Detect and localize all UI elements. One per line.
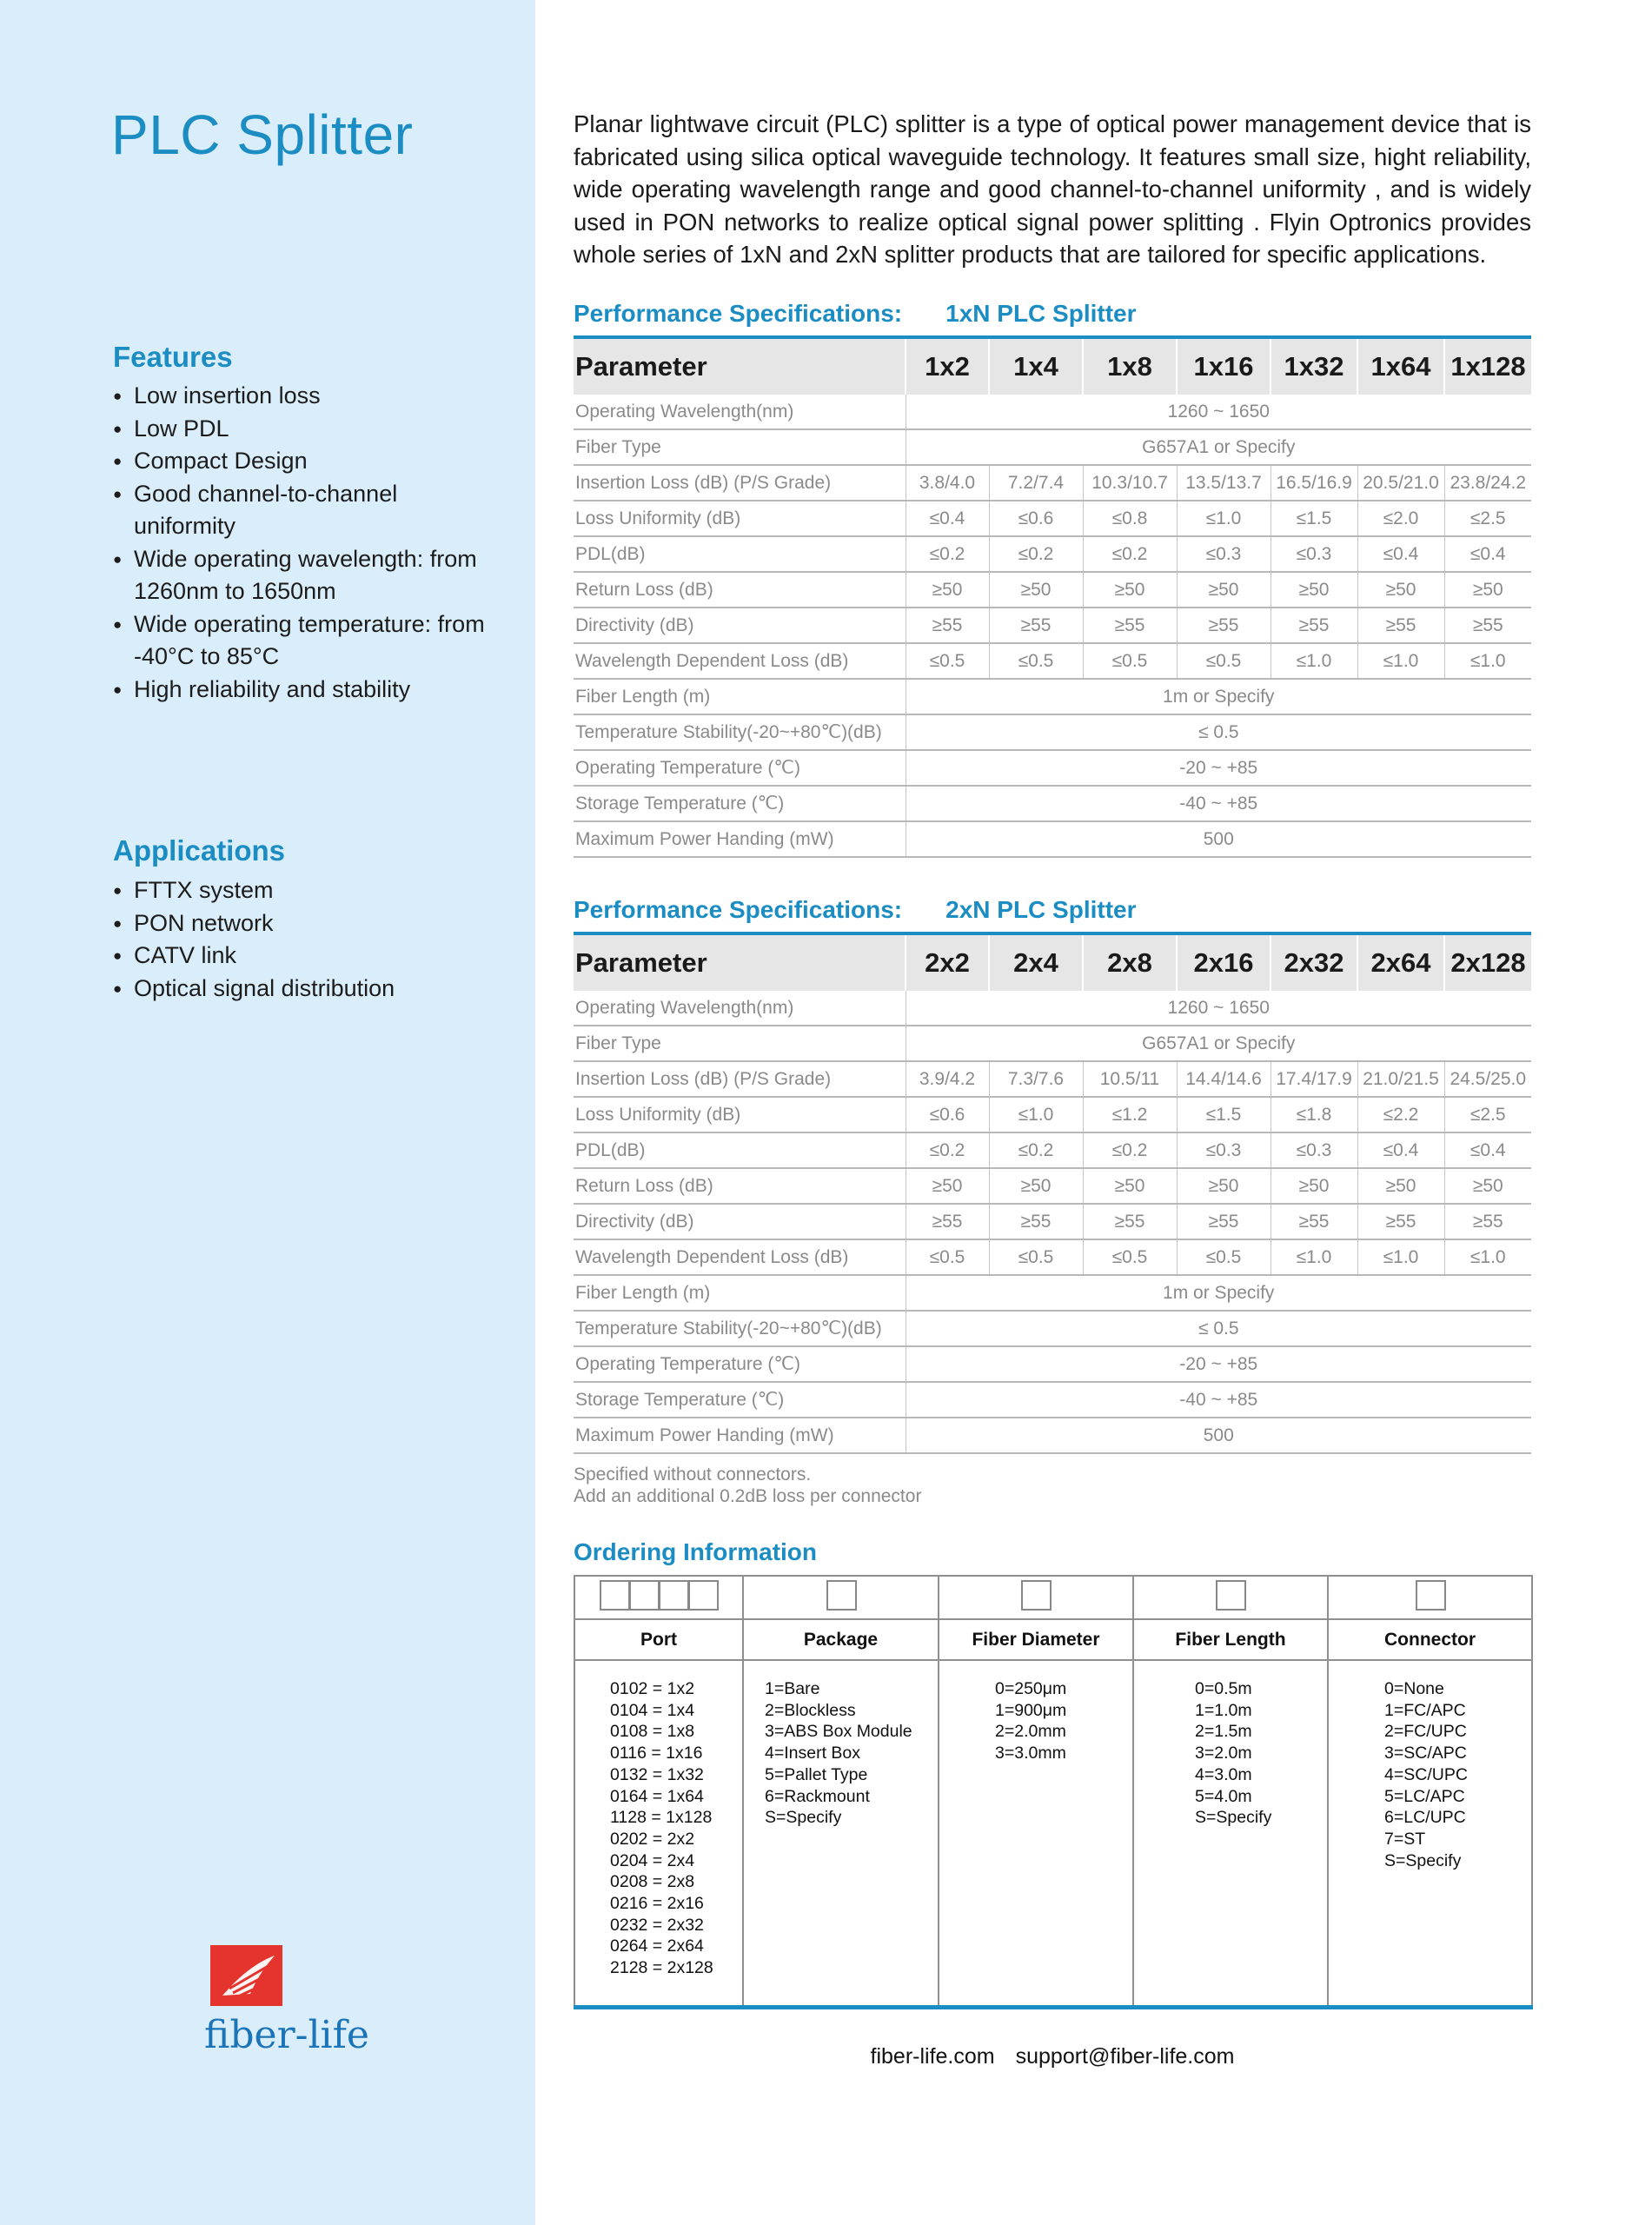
- table-cell: ≤1.0: [1444, 1239, 1531, 1275]
- spanning-value: -20 ~ +85: [906, 750, 1531, 786]
- table-cell: ≥50: [906, 572, 989, 608]
- table-row: [574, 608, 1531, 643]
- table-cell: ≥55: [1444, 608, 1531, 643]
- table-row: [574, 991, 1531, 1026]
- table-cell: ≤1.0: [1177, 501, 1271, 536]
- option-item: 2=FC/UPC: [1384, 1722, 1467, 1742]
- column-header: 1x2: [906, 337, 989, 395]
- option-item: 2128 = 2x128: [610, 1958, 713, 1978]
- table-cell: ≤1.5: [1177, 1097, 1271, 1132]
- spec2-heading: [574, 896, 1137, 924]
- parameter-header: Parameter: [574, 933, 906, 991]
- table-cell: 24.5/25.0: [1444, 1061, 1531, 1097]
- table-row: [574, 1275, 1531, 1311]
- table-cell: ≥50: [1271, 1168, 1357, 1204]
- ordering-table: [574, 1575, 1533, 2009]
- table-cell: ≥55: [906, 608, 989, 643]
- table-cell: ≤1.2: [1083, 1097, 1177, 1132]
- table-cell: 20.5/21.0: [1357, 465, 1444, 501]
- table-cell: 23.8/24.2: [1444, 465, 1531, 501]
- code-box: [659, 1580, 689, 1611]
- option-item: 0204 = 2x4: [610, 1850, 695, 1870]
- brand-logo: [148, 1945, 426, 2082]
- column-header: 2x16: [1177, 933, 1271, 991]
- table-cell: ≥50: [1083, 572, 1177, 608]
- intro-paragraph: Planar lightwave circuit (PLC) splitter is a type of optical power management device that is fabricated using silica optical waveguide technology. It features small size, hight reliability, wide operating wavelength range and good channel-to-channel uniformity , and is widely used in PON networks to realize optical signal power splitting . Flyin Optronics provides whole series of 1xN and 2xN splitter products that are tailored for specific applications.: [574, 110, 1531, 268]
- applications-item: ● Optical signal distribution: [113, 973, 495, 1006]
- table-header-row: [574, 337, 1531, 395]
- table-cell: ≤0.2: [906, 1132, 989, 1168]
- table-cell: ≥50: [1357, 1168, 1444, 1204]
- table-row: [574, 1097, 1531, 1132]
- parameter-name: Fiber Length (m): [574, 679, 906, 714]
- parameter-name: Fiber Type: [574, 1026, 906, 1061]
- features-item: ● High reliability and stability: [113, 674, 495, 707]
- table-cell: ≤0.4: [1444, 536, 1531, 572]
- table-cell: 10.5/11: [1083, 1061, 1177, 1097]
- option-item: 7=ST: [1384, 1829, 1426, 1849]
- applications-item: ● PON network: [113, 907, 495, 940]
- footer: [574, 2044, 1531, 2069]
- table-cell: 10.3/10.7: [1083, 465, 1177, 501]
- ordering-column-header: Fiber Length: [1133, 1619, 1328, 1660]
- parameter-name: Return Loss (dB): [574, 1168, 906, 1204]
- table-cell: 3.9/4.2: [906, 1061, 989, 1097]
- table-row: [574, 1346, 1531, 1382]
- options-list: [1134, 1678, 1327, 1829]
- table-cell: ≤2.5: [1444, 501, 1531, 536]
- table-cell: ≤0.3: [1177, 536, 1271, 572]
- option-item: 2=1.5m: [1195, 1722, 1252, 1742]
- table-row: [574, 1026, 1531, 1061]
- table-cell: ≤1.0: [1271, 1239, 1357, 1275]
- table-cell: ≥55: [1083, 608, 1177, 643]
- code-box-row: [574, 1576, 1532, 1619]
- table-cell: ≤2.5: [1444, 1097, 1531, 1132]
- code-box: [1021, 1580, 1052, 1611]
- table-cell: ≥55: [1177, 608, 1271, 643]
- table-cell: ≥50: [989, 572, 1083, 608]
- parameter-name: Temperature Stability(-20~+80℃)(dB): [574, 1311, 906, 1346]
- table-cell: ≤0.2: [989, 1132, 1083, 1168]
- table-cell: ≥50: [1177, 572, 1271, 608]
- spanning-value: G657A1 or Specify: [906, 1026, 1531, 1061]
- table-cell: ≤0.2: [906, 536, 989, 572]
- table-cell: ≥55: [989, 608, 1083, 643]
- table-row: [574, 1132, 1531, 1168]
- code-box: [688, 1580, 719, 1611]
- table-cell: ≤0.8: [1083, 501, 1177, 536]
- parameter-name: Maximum Power Handing (mW): [574, 821, 906, 857]
- spanning-value: 1260 ~ 1650: [906, 991, 1531, 1026]
- table-cell: ≤0.5: [906, 1239, 989, 1275]
- table-row: [574, 1311, 1531, 1346]
- table-cell: ≤1.0: [989, 1097, 1083, 1132]
- table-cell: ≥50: [1083, 1168, 1177, 1204]
- table-cell: ≥55: [1177, 1204, 1271, 1239]
- option-item: 1=FC/APC: [1384, 1700, 1466, 1720]
- option-item: 0164 = 1x64: [610, 1786, 704, 1806]
- parameter-name: Loss Uniformity (dB): [574, 1097, 906, 1132]
- code-box-cell: [743, 1576, 939, 1619]
- parameter-header: Parameter: [574, 337, 906, 395]
- table-cell: ≤0.3: [1271, 1132, 1357, 1168]
- table-cell: 7.3/7.6: [989, 1061, 1083, 1097]
- features-item: ● Low PDL: [113, 413, 495, 446]
- code-box: [600, 1580, 630, 1611]
- ordering-column-header: Connector: [1328, 1619, 1532, 1660]
- parameter-name: Insertion Loss (dB) (P/S Grade): [574, 465, 906, 501]
- spec-table-1xn: [574, 335, 1531, 858]
- code-box: [629, 1580, 660, 1611]
- features-item: ● Compact Design: [113, 445, 495, 478]
- option-item: 0102 = 1x2: [610, 1679, 695, 1698]
- spanning-value: ≤ 0.5: [906, 1311, 1531, 1346]
- table-cell: ≥50: [1357, 572, 1444, 608]
- spanning-value: ≤ 0.5: [906, 714, 1531, 750]
- ordering-options: [939, 1660, 1133, 2008]
- option-item: 0=None: [1384, 1679, 1444, 1698]
- table-cell: ≤1.0: [1271, 643, 1357, 679]
- table-cell: 17.4/17.9: [1271, 1061, 1357, 1097]
- option-item: 0208 = 2x8: [610, 1872, 695, 1892]
- spec2-heading-label: Performance Specifications:: [574, 896, 903, 923]
- table-cell: ≤0.4: [906, 501, 989, 536]
- code-box: [1416, 1580, 1446, 1611]
- table-cell: ≤0.5: [1177, 1239, 1271, 1275]
- table-row: [574, 536, 1531, 572]
- table-cell: ≤0.6: [906, 1097, 989, 1132]
- parameter-name: Operating Temperature (℃): [574, 750, 906, 786]
- spanning-value: -20 ~ +85: [906, 1346, 1531, 1382]
- table-cell: ≥55: [1271, 608, 1357, 643]
- spec1-subheading: 1xN PLC Splitter: [945, 300, 1137, 327]
- sidebar: [0, 0, 535, 2225]
- table-cell: ≤0.6: [989, 501, 1083, 536]
- option-item: 3=SC/APC: [1384, 1743, 1467, 1763]
- table-cell: ≥55: [1444, 1204, 1531, 1239]
- column-header: 2x64: [1357, 933, 1444, 991]
- option-item: S=Specify: [765, 1808, 842, 1828]
- option-item: 0232 = 2x32: [610, 1915, 704, 1935]
- parameter-name: Return Loss (dB): [574, 572, 906, 608]
- features-item: ● Wide operating wavelength: from 1260nm to 1650nm: [113, 543, 495, 608]
- table-cell: ≤0.4: [1357, 536, 1444, 572]
- table-cell: 13.5/13.7: [1177, 465, 1271, 501]
- applications-item: ● FTTX system: [113, 874, 495, 907]
- table-cell: ≤0.4: [1444, 1132, 1531, 1168]
- parameter-name: Insertion Loss (dB) (P/S Grade): [574, 1061, 906, 1097]
- parameter-name: Storage Temperature (℃): [574, 786, 906, 821]
- table-cell: ≥55: [1357, 608, 1444, 643]
- ordering-heading: Ordering Information: [574, 1538, 817, 1565]
- option-item: 5=4.0m: [1195, 1786, 1252, 1806]
- table-row: [574, 714, 1531, 750]
- parameter-name: Wavelength Dependent Loss (dB): [574, 1239, 906, 1275]
- option-item: 5=LC/APC: [1384, 1786, 1465, 1806]
- parameter-name: Fiber Type: [574, 429, 906, 465]
- table-row: [574, 786, 1531, 821]
- option-item: 0264 = 2x64: [610, 1936, 704, 1956]
- table-cell: 16.5/16.9: [1271, 465, 1357, 501]
- parameter-name: Operating Temperature (℃): [574, 1346, 906, 1382]
- spec1-heading-label: Performance Specifications:: [574, 300, 903, 327]
- spanning-value: -40 ~ +85: [906, 1382, 1531, 1418]
- features-item: ● Low insertion loss: [113, 380, 495, 413]
- parameter-name: PDL(dB): [574, 1132, 906, 1168]
- table-cell: ≥55: [1357, 1204, 1444, 1239]
- option-item: 6=LC/UPC: [1384, 1808, 1466, 1828]
- table-row: [574, 1204, 1531, 1239]
- code-box-cell: [1133, 1576, 1328, 1619]
- option-item: 3=ABS Box Module: [765, 1722, 912, 1742]
- table-row: [574, 1382, 1531, 1418]
- table-cell: ≤0.3: [1177, 1132, 1271, 1168]
- table-row: [574, 1239, 1531, 1275]
- table-cell: 21.0/21.5: [1357, 1061, 1444, 1097]
- option-item: 4=Insert Box: [765, 1743, 861, 1763]
- option-item: 0=250μm: [995, 1679, 1067, 1698]
- table-cell: 3.8/4.0: [906, 465, 989, 501]
- table-cell: ≤2.0: [1357, 501, 1444, 536]
- table-cell: ≤0.5: [989, 1239, 1083, 1275]
- table-cell: ≥50: [1177, 1168, 1271, 1204]
- options-list: [575, 1678, 742, 1979]
- table-cell: ≤0.3: [1271, 536, 1357, 572]
- ordering-options: [1328, 1660, 1532, 2008]
- column-header: 1x64: [1357, 337, 1444, 395]
- footer-website: fiber-life.com: [870, 2044, 995, 2069]
- table-cell: ≤0.5: [1083, 1239, 1177, 1275]
- table-cell: ≤0.5: [906, 643, 989, 679]
- spanning-value: G657A1 or Specify: [906, 429, 1531, 465]
- parameter-name: Temperature Stability(-20~+80℃)(dB): [574, 714, 906, 750]
- table-row: [574, 643, 1531, 679]
- code-box-cell: [939, 1576, 1133, 1619]
- column-header: 1x128: [1444, 337, 1531, 395]
- table-cell: ≥50: [989, 1168, 1083, 1204]
- options-list: [744, 1678, 938, 1829]
- spec-table-2xn: [574, 932, 1531, 1454]
- table-header-row: [574, 933, 1531, 991]
- spanning-value: 1260 ~ 1650: [906, 395, 1531, 429]
- option-item: 3=2.0m: [1195, 1743, 1252, 1763]
- column-header: 1x4: [989, 337, 1083, 395]
- table-row: [574, 572, 1531, 608]
- column-header: 2x32: [1271, 933, 1357, 991]
- table-cell: 14.4/14.6: [1177, 1061, 1271, 1097]
- spanning-value: 500: [906, 1418, 1531, 1453]
- table-cell: ≤1.0: [1357, 643, 1444, 679]
- option-item: S=Specify: [1384, 1850, 1462, 1870]
- code-box-group: [1216, 1580, 1245, 1611]
- table-cell: ≤1.5: [1271, 501, 1357, 536]
- code-box-group: [600, 1580, 718, 1611]
- code-box-cell: [1328, 1576, 1532, 1619]
- table-row: [574, 679, 1531, 714]
- code-box-cell: [574, 1576, 743, 1619]
- features-item: ● Good channel-to-channel uniformity: [113, 478, 495, 543]
- table-cell: ≥55: [1083, 1204, 1177, 1239]
- code-box: [826, 1580, 857, 1611]
- column-header: 2x8: [1083, 933, 1177, 991]
- table-cell: ≥55: [906, 1204, 989, 1239]
- table-cell: 7.2/7.4: [989, 465, 1083, 501]
- parameter-name: Operating Wavelength(nm): [574, 395, 906, 429]
- table-cell: ≥50: [1444, 1168, 1531, 1204]
- spanning-value: 1m or Specify: [906, 679, 1531, 714]
- table-cell: ≤0.5: [1083, 643, 1177, 679]
- option-item: 3=3.0mm: [995, 1743, 1066, 1763]
- code-box-group: [826, 1580, 856, 1611]
- table-cell: ≤0.2: [989, 536, 1083, 572]
- parameter-name: Fiber Length (m): [574, 1275, 906, 1311]
- table-row: [574, 821, 1531, 857]
- option-item: 1128 = 1x128: [610, 1808, 713, 1828]
- code-box-group: [1416, 1580, 1445, 1611]
- option-item: 2=2.0mm: [995, 1722, 1066, 1742]
- spanning-value: 500: [906, 821, 1531, 857]
- parameter-name: Storage Temperature (℃): [574, 1382, 906, 1418]
- page-title: PLC Splitter: [111, 103, 414, 166]
- table-row: [574, 1168, 1531, 1204]
- table-cell: ≤0.2: [1083, 1132, 1177, 1168]
- table-row: [574, 465, 1531, 501]
- table-cell: ≤1.0: [1444, 643, 1531, 679]
- code-box-group: [1021, 1580, 1051, 1611]
- ordering-values-row: [574, 1660, 1532, 2008]
- table-row: [574, 395, 1531, 429]
- option-item: 0132 = 1x32: [610, 1764, 704, 1784]
- applications-heading: Applications: [113, 834, 286, 867]
- table-cell: ≥55: [989, 1204, 1083, 1239]
- ordering-column-header: Port: [574, 1619, 743, 1660]
- ordering-options: [743, 1660, 939, 2008]
- ordering-header-row: [574, 1619, 1532, 1660]
- option-item: 0108 = 1x8: [610, 1722, 695, 1742]
- parameter-name: Wavelength Dependent Loss (dB): [574, 643, 906, 679]
- option-item: 4=SC/UPC: [1384, 1764, 1468, 1784]
- option-item: 0116 = 1x16: [610, 1743, 703, 1763]
- option-item: 4=3.0m: [1195, 1764, 1252, 1784]
- applications-list: [113, 874, 495, 1005]
- parameter-name: Loss Uniformity (dB): [574, 501, 906, 536]
- table-cell: ≤0.5: [1177, 643, 1271, 679]
- option-item: 6=Rackmount: [765, 1786, 870, 1806]
- ordering-options: [1133, 1660, 1328, 2008]
- option-item: 1=900μm: [995, 1700, 1067, 1720]
- table-cell: ≥50: [1444, 572, 1531, 608]
- code-box: [1216, 1580, 1246, 1611]
- table-cell: ≥50: [1271, 572, 1357, 608]
- column-header: 1x8: [1083, 337, 1177, 395]
- features-item: ● Wide operating temperature: from -40°C to 85°C: [113, 608, 495, 674]
- table-cell: ≤0.2: [1083, 536, 1177, 572]
- table-row: [574, 1418, 1531, 1453]
- column-header: 2x4: [989, 933, 1083, 991]
- option-item: 2=Blockless: [765, 1700, 856, 1720]
- spanning-value: 1m or Specify: [906, 1275, 1531, 1311]
- options-list: [939, 1678, 1132, 1764]
- spec1-heading: [574, 300, 1137, 328]
- table-cell: ≤0.5: [989, 643, 1083, 679]
- parameter-name: Maximum Power Handing (mW): [574, 1418, 906, 1453]
- features-heading: Features: [113, 341, 233, 373]
- parameter-name: Directivity (dB): [574, 608, 906, 643]
- table-row: [574, 1061, 1531, 1097]
- option-item: 0104 = 1x4: [610, 1700, 695, 1720]
- option-item: 1=Bare: [765, 1679, 820, 1698]
- options-list: [1329, 1678, 1531, 1871]
- option-item: 5=Pallet Type: [765, 1764, 868, 1784]
- spec2-subheading: 2xN PLC Splitter: [945, 896, 1137, 923]
- option-item: 0216 = 2x16: [610, 1894, 704, 1914]
- table-cell: ≤1.8: [1271, 1097, 1357, 1132]
- features-list: [113, 380, 495, 706]
- parameter-name: Operating Wavelength(nm): [574, 991, 906, 1026]
- applications-item: ● CATV link: [113, 940, 495, 973]
- table-cell: ≤2.2: [1357, 1097, 1444, 1132]
- footer-email: support@fiber-life.com: [1015, 2044, 1235, 2069]
- column-header: 2x2: [906, 933, 989, 991]
- table-cell: ≤0.4: [1357, 1132, 1444, 1168]
- table-cell: ≥50: [906, 1168, 989, 1204]
- option-item: 1=1.0m: [1195, 1700, 1252, 1720]
- wing-logo-icon: [210, 1945, 282, 2006]
- column-header: 1x32: [1271, 337, 1357, 395]
- parameter-name: Directivity (dB): [574, 1204, 906, 1239]
- column-header: 1x16: [1177, 337, 1271, 395]
- ordering-column-header: Package: [743, 1619, 939, 1660]
- column-header: 2x128: [1444, 933, 1531, 991]
- connector-note: [574, 1464, 921, 1507]
- table-row: [574, 501, 1531, 536]
- table-cell: ≥55: [1271, 1204, 1357, 1239]
- table-row: [574, 750, 1531, 786]
- note-line: Add an additional 0.2dB loss per connector: [574, 1486, 922, 1506]
- ordering-column-header: Fiber Diameter: [939, 1619, 1133, 1660]
- note-line: Specified without connectors.: [574, 1465, 812, 1484]
- spanning-value: -40 ~ +85: [906, 786, 1531, 821]
- ordering-options: [574, 1660, 743, 2008]
- table-row: [574, 429, 1531, 465]
- parameter-name: PDL(dB): [574, 536, 906, 572]
- option-item: S=Specify: [1195, 1808, 1272, 1828]
- option-item: 0=0.5m: [1195, 1679, 1252, 1698]
- option-item: 0202 = 2x2: [610, 1829, 695, 1849]
- logo-text: fiber-life: [204, 2013, 369, 2057]
- table-cell: ≤1.0: [1357, 1239, 1444, 1275]
